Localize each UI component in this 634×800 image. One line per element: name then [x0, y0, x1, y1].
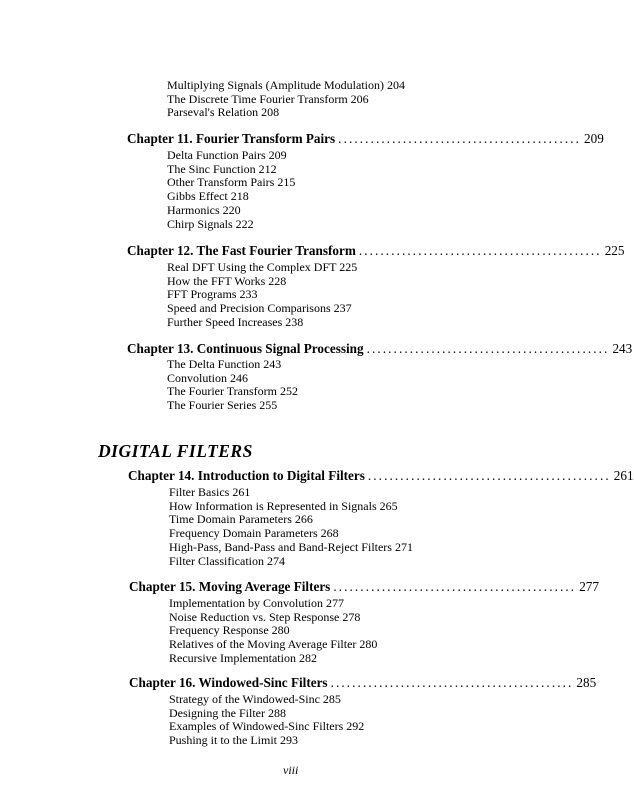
- chapter-16-entries: [169, 693, 364, 748]
- toc-entry: How Information is Represented in Signals 265: [169, 498, 398, 513]
- chapter-12-entries: [167, 261, 357, 330]
- toc-entry: Delta Function Pairs 209: [167, 148, 287, 162]
- chapter-page-number: 243: [612, 341, 633, 356]
- toc-entry: Implementation by Convolution 277: [169, 596, 344, 610]
- chapter-title: Chapter 13. Continuous Signal Processing: [127, 341, 364, 356]
- chapter-15-heading: [129, 579, 599, 595]
- chapter-title: Chapter 15. Moving Average Filters: [129, 579, 331, 594]
- toc-entry: Convolution 246: [167, 370, 249, 385]
- dot-leader: .............................................: [367, 468, 611, 483]
- toc-entry: Pushing it to the Limit 293: [169, 733, 299, 748]
- toc-entry: Gibbs Effect 218: [167, 189, 249, 204]
- toc-entry: Time Domain Parameters 266: [169, 512, 313, 527]
- toc-entry: Noise Reduction vs. Step Response 278: [169, 609, 361, 624]
- page-number: viii: [283, 763, 299, 777]
- chapter-15-entries: [169, 597, 377, 666]
- chapter-11-entries: [167, 149, 295, 231]
- chapter-page-number: 261: [613, 468, 634, 483]
- toc-entry: Relatives of the Moving Average Filter 280: [169, 637, 378, 652]
- toc-entry: Chirp Signals 222: [167, 216, 254, 231]
- chapter-title: Chapter 14. Introduction to Digital Filters: [128, 468, 365, 483]
- entry-list-continued: [167, 79, 405, 120]
- chapter-13-entries: [167, 358, 298, 413]
- toc-entry: The Fourier Series 255: [167, 398, 278, 413]
- toc-entry: Real DFT Using the Complex DFT 225: [167, 260, 358, 274]
- dot-leader: .............................................: [333, 579, 577, 594]
- toc-entry: Filter Basics 261: [169, 485, 251, 499]
- toc-entry: Frequency Domain Parameters 268: [169, 526, 339, 541]
- chapter-title: Chapter 11. Fourier Transform Pairs: [127, 131, 336, 146]
- toc-entry: High-Pass, Band-Pass and Band-Reject Filters 271: [169, 539, 413, 554]
- chapter-13-heading: [127, 341, 633, 357]
- toc-entry: Multiplying Signals (Amplitude Modulation) 204: [167, 78, 405, 92]
- dot-leader: .............................................: [358, 243, 602, 258]
- chapter-12-heading: [127, 243, 625, 259]
- chapter-page-number: 209: [584, 131, 604, 146]
- toc-entry: The Delta Function 243: [167, 357, 282, 371]
- dot-leader: .............................................: [338, 131, 582, 146]
- toc-entry: Other Transform Pairs 215: [167, 175, 296, 190]
- toc-entry: Further Speed Increases 238: [167, 314, 304, 329]
- toc-entry: Filter Classification 274: [169, 553, 285, 568]
- dot-leader: .............................................: [366, 341, 610, 356]
- toc-entry: Strategy of the Windowed-Sinc 285: [169, 692, 341, 706]
- toc-entry: How the FFT Works 228: [167, 273, 287, 288]
- chapter-page-number: 225: [604, 243, 625, 258]
- toc-entry: FFT Programs 233: [167, 287, 258, 302]
- chapter-title: Chapter 16. Windowed-Sinc Filters: [129, 675, 328, 690]
- toc-entry: Designing the Filter 288: [169, 705, 286, 720]
- part-title: DIGITAL FILTERS: [98, 441, 253, 461]
- toc-entry: Parseval's Relation 208: [167, 105, 280, 120]
- toc-entry: Frequency Response 280: [169, 623, 290, 638]
- chapter-14-heading: [128, 468, 634, 484]
- chapter-title: Chapter 12. The Fast Fourier Transform: [127, 243, 356, 258]
- chapter-page-number: 277: [579, 579, 599, 594]
- toc-entry: The Sinc Function 212: [167, 161, 277, 176]
- chapter-11-heading: [127, 131, 604, 147]
- toc-entry: The Discrete Time Fourier Transform 206: [167, 91, 369, 106]
- toc-entry: Speed and Precision Comparisons 237: [167, 301, 352, 316]
- chapter-16-heading: [129, 675, 597, 691]
- chapter-page-number: 285: [576, 675, 597, 690]
- dot-leader: .............................................: [330, 675, 574, 690]
- toc-entry: Harmonics 220: [167, 202, 241, 217]
- toc-entry: The Fourier Transform 252: [167, 384, 298, 399]
- toc-entry: Examples of Windowed-Sinc Filters 292: [169, 719, 365, 734]
- toc-entry: Recursive Implementation 282: [169, 650, 317, 665]
- chapter-14-entries: [169, 486, 413, 568]
